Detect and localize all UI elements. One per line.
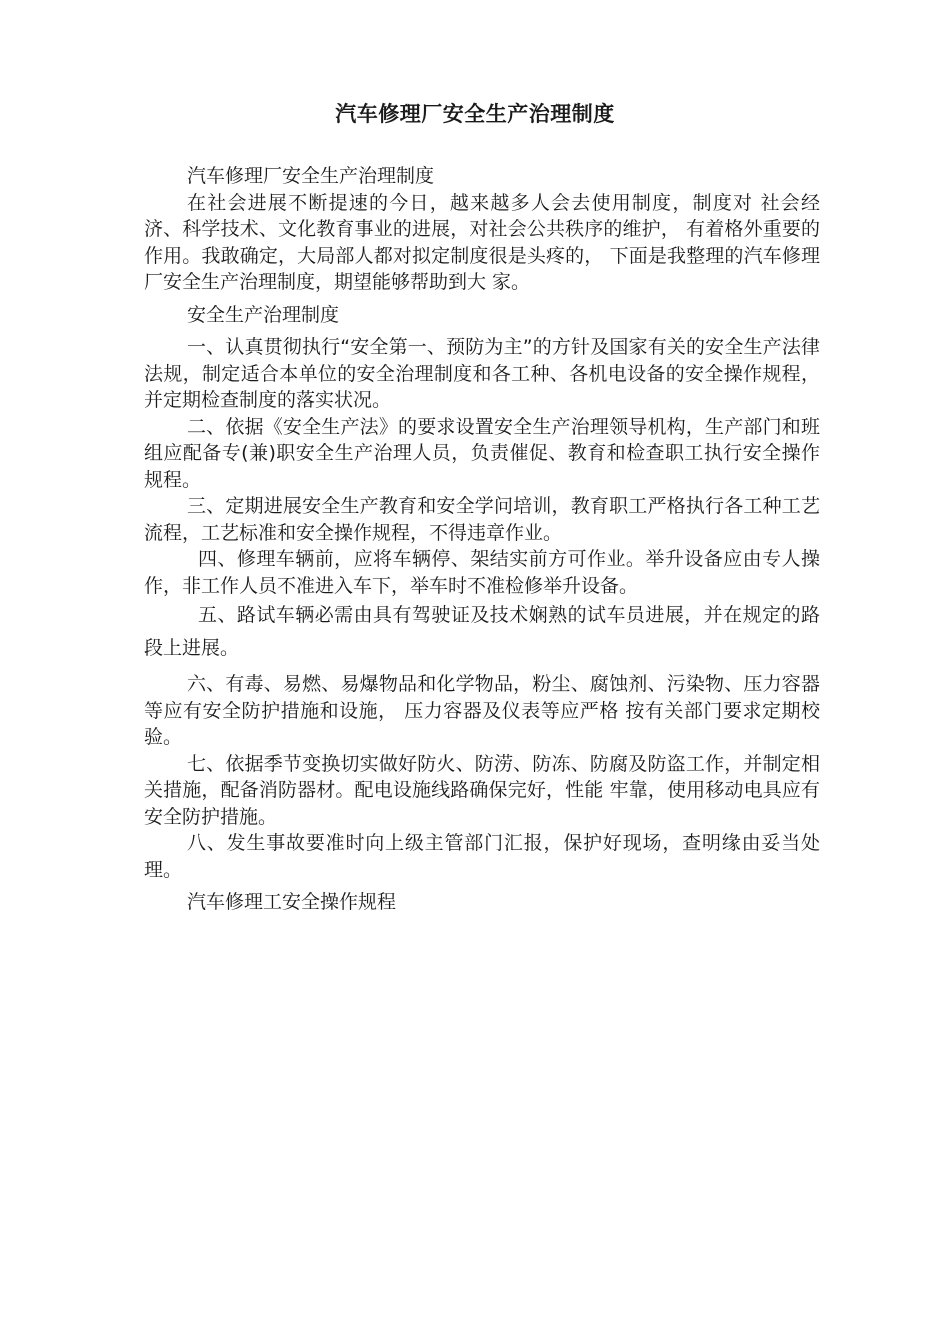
paragraph-section-heading: 安全生产治理制度 (187, 303, 340, 326)
paragraph-item-5: 五、路试车辆必需由具有驾驶证及技术娴熟的试车员进展，并在规定的路段上进展。 (144, 604, 820, 659)
paragraph-item-3: 三、定期进展安全生产教育和安全学问培训，教育职工严格执行各工种工艺流程，工艺标准和安全操作规程，不得违章作业。 (144, 495, 820, 544)
paragraph-item-7: 七、依据季节变换切实做好防火、防涝、防冻、防腐及防盗工作，并制定相关措施，配备消防器材。配电设施线路确保完好，性能 牢靠，使用移动电具应有安全防护措施。 (144, 752, 820, 828)
paragraph-item-6: 六、有毒、易燃、易爆物品和化学物品，粉尘、腐蚀剂、污染物、压力容器等应有安全防护措施和设施， 压力容器及仪表等应严格 按有关部门要求定期校验。 (144, 673, 820, 748)
paragraph-next-heading: 汽车修理工安全操作规程 (187, 891, 397, 913)
paragraph-intro: 在社会进展不断提速的今日，越来越多人会去使用制度，制度对 社会经济、科学技术、文化教育事业的进展，对社会公共秩序的维护， 有着格外重要的作用。我敢确定，大局部人都对拟定制度很是头疼的， 下面是我整理的汽车修理厂安全生产治理制度，期望能够帮助到大 家。 (144, 191, 820, 293)
paragraph-item-2: 二、依据《安全生产法》的要求设置安全生产治理领导机构，生产部门和班组应配备专(兼)职安全生产治理人员，负责催促、教育和检查职工执行安全操作规程。 (144, 415, 820, 491)
paragraph-item-1: 一、认真贯彻执行“安全第一、预防为主”的方针及国家有关的安全生产法律法规，制定适合本单位的安全治理制度和各工种、各机电设备的安全操作规程，并定期检查制度的落实状况。 (144, 336, 820, 411)
paragraph-subtitle: 汽车修理厂安全生产治理制度 (187, 165, 435, 187)
document-title: 汽车修理厂安全生产治理制度 (335, 102, 615, 126)
document-body (144, 163, 820, 916)
paragraph-item-4: 四、修理车辆前，应将车辆停、架结实前方可作业。举升设备应由专人操作，非工作人员不准进入车下，举车时不准检修举升设备。 (144, 548, 820, 597)
paragraph-item-8: 八、发生事故要准时向上级主管部门汇报，保护好现场，查明缘由妥当处理。 (144, 832, 820, 881)
